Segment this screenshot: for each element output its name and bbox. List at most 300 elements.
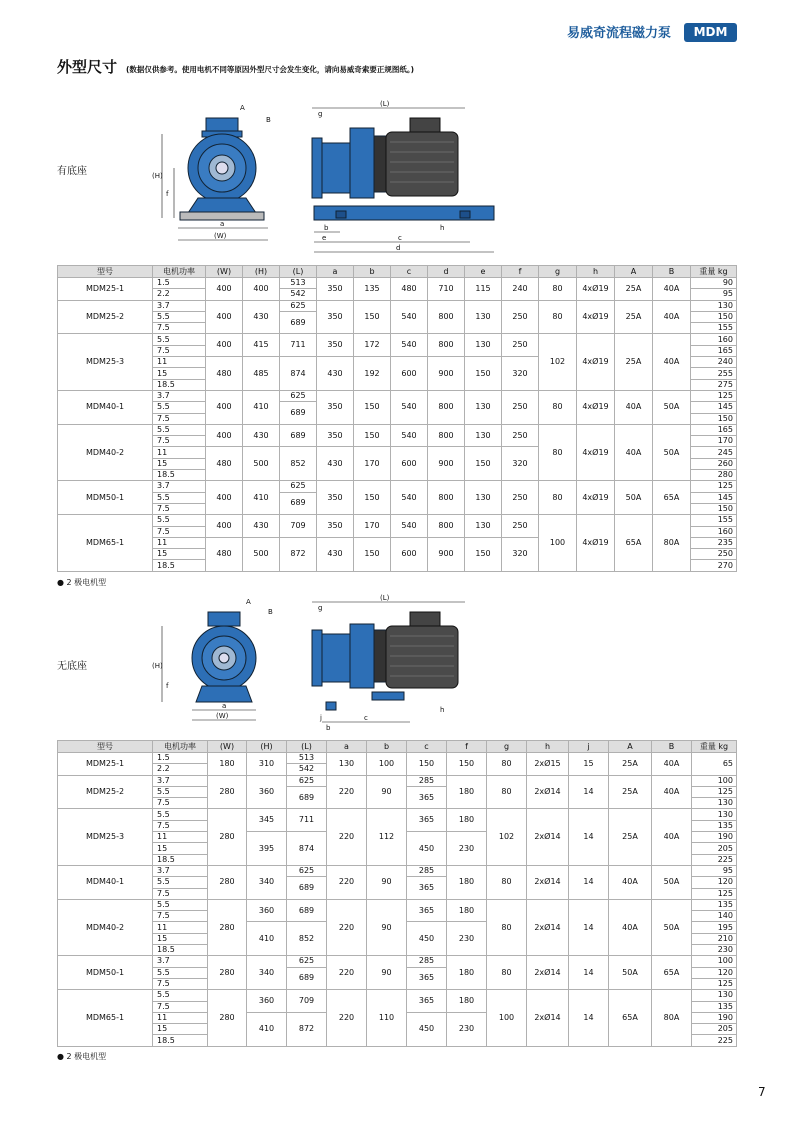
- weight-cell: 210: [692, 933, 737, 944]
- W-cell: 280: [208, 956, 247, 990]
- A-cell: 25A: [615, 334, 653, 390]
- model-cell: MDM40-2: [58, 899, 153, 955]
- model-cell: MDM65-1: [58, 990, 153, 1046]
- L-cell: 872: [287, 1012, 327, 1046]
- note-2: ● 2 极电机型: [57, 1052, 107, 1061]
- weight-cell: 145: [691, 492, 737, 503]
- column-header: 重量 kg: [691, 266, 737, 278]
- weight-cell: 130: [691, 300, 737, 311]
- b-cell: 172: [354, 334, 391, 357]
- column-header: A: [615, 266, 653, 278]
- j-cell: 14: [569, 809, 609, 865]
- note-2-text: 2 极电机型: [66, 1052, 107, 1061]
- e-cell: 150: [465, 447, 502, 481]
- weight-cell: 260: [691, 458, 737, 469]
- table-row: [58, 515, 737, 526]
- b-cell: 170: [354, 515, 391, 538]
- h-cell: 4xØ19: [577, 390, 615, 424]
- c-cell: 450: [407, 922, 447, 956]
- f-cell: 150: [447, 753, 487, 776]
- L-cell: 874: [280, 357, 317, 391]
- b-cell: 100: [367, 753, 407, 776]
- L-cell: 625: [280, 481, 317, 492]
- L-cell: 711: [287, 809, 327, 832]
- column-header: (W): [206, 266, 243, 278]
- column-header: b: [354, 266, 391, 278]
- column-header: (H): [243, 266, 280, 278]
- W-cell: 400: [206, 278, 243, 301]
- table-row: [58, 899, 737, 910]
- dim2-f: f: [166, 682, 169, 690]
- c-cell: 540: [391, 300, 428, 334]
- power-cell: 11: [153, 832, 208, 843]
- A-cell: 40A: [615, 424, 653, 480]
- c-cell: 365: [407, 990, 447, 1013]
- f-cell: 250: [502, 300, 539, 334]
- H-cell: 345: [247, 809, 287, 832]
- B-cell: 40A: [653, 300, 691, 334]
- e-cell: 130: [465, 481, 502, 515]
- a-cell: 220: [327, 865, 367, 899]
- W-cell: 400: [206, 424, 243, 447]
- h-cell: 2xØ14: [527, 956, 569, 990]
- a-cell: 220: [327, 899, 367, 955]
- f-cell: 180: [447, 865, 487, 899]
- power-cell: 5.5: [153, 424, 206, 435]
- L-cell: 689: [287, 786, 327, 809]
- A-cell: 50A: [609, 956, 652, 990]
- H-cell: 430: [243, 300, 280, 334]
- dim-B: B: [266, 116, 271, 124]
- g-cell: 80: [539, 424, 577, 480]
- e-cell: 150: [465, 357, 502, 391]
- A-cell: 65A: [609, 990, 652, 1046]
- column-header: g: [487, 741, 527, 753]
- h-cell: 4xØ19: [577, 300, 615, 334]
- W-cell: 480: [206, 447, 243, 481]
- L-cell: 874: [287, 832, 327, 866]
- H-cell: 360: [247, 899, 287, 922]
- weight-cell: 225: [692, 854, 737, 865]
- a-cell: 220: [327, 775, 367, 809]
- H-cell: 360: [247, 775, 287, 809]
- power-cell: 7.5: [153, 978, 208, 989]
- weight-cell: 90: [691, 278, 737, 289]
- b-cell: 112: [367, 809, 407, 865]
- h-cell: 4xØ19: [577, 334, 615, 390]
- L-cell: 872: [280, 537, 317, 571]
- j-cell: 14: [569, 990, 609, 1046]
- power-cell: 5.5: [153, 967, 208, 978]
- a-cell: 220: [327, 809, 367, 865]
- B-cell: 40A: [652, 753, 692, 776]
- weight-cell: 125: [692, 786, 737, 797]
- g-cell: 80: [487, 865, 527, 899]
- b-cell: 135: [354, 278, 391, 301]
- power-cell: 7.5: [153, 503, 206, 514]
- d-cell: 800: [428, 390, 465, 424]
- b-cell: 192: [354, 357, 391, 391]
- power-cell: 5.5: [153, 899, 208, 910]
- weight-cell: 160: [691, 526, 737, 537]
- weight-cell: 150: [691, 413, 737, 424]
- f-cell: 180: [447, 956, 487, 990]
- h-cell: 2xØ14: [527, 775, 569, 809]
- weight-cell: 150: [691, 311, 737, 322]
- weight-cell: 205: [692, 843, 737, 854]
- table-row: [58, 865, 737, 876]
- power-cell: 7.5: [153, 436, 206, 447]
- power-cell: 3.7: [153, 865, 208, 876]
- model-cell: MDM25-1: [58, 278, 153, 301]
- weight-cell: 280: [691, 470, 737, 481]
- H-cell: 410: [243, 481, 280, 515]
- table-row: [58, 300, 737, 311]
- L-cell: 625: [287, 775, 327, 786]
- L-cell: 542: [280, 289, 317, 300]
- power-cell: 15: [153, 549, 206, 560]
- table-row: [58, 753, 737, 764]
- weight-cell: 150: [691, 503, 737, 514]
- L-cell: 852: [280, 447, 317, 481]
- f-cell: 250: [502, 424, 539, 447]
- a-cell: 350: [317, 424, 354, 447]
- power-cell: 15: [153, 368, 206, 379]
- brand-title: 易威奇流程磁力泵: [567, 26, 672, 41]
- c-cell: 540: [391, 334, 428, 357]
- dim-H: (H): [152, 172, 163, 180]
- power-cell: 5.5: [153, 809, 208, 820]
- dim-h: h: [440, 224, 445, 232]
- power-cell: 5.5: [153, 990, 208, 1001]
- H-cell: 430: [243, 424, 280, 447]
- A-cell: 25A: [609, 753, 652, 776]
- a-cell: 350: [317, 300, 354, 334]
- W-cell: 280: [208, 809, 247, 865]
- column-header: (L): [287, 741, 327, 753]
- column-header: e: [465, 266, 502, 278]
- power-cell: 11: [153, 357, 206, 368]
- weight-cell: 195: [692, 922, 737, 933]
- column-header: d: [428, 266, 465, 278]
- weight-cell: 130: [692, 809, 737, 820]
- model-cell: MDM50-1: [58, 956, 153, 990]
- column-header: B: [653, 266, 691, 278]
- weight-cell: 125: [691, 481, 737, 492]
- H-cell: 500: [243, 447, 280, 481]
- c-cell: 285: [407, 775, 447, 786]
- page-title: 外型尺寸: [57, 58, 118, 76]
- B-cell: 65A: [652, 956, 692, 990]
- B-cell: 80A: [652, 990, 692, 1046]
- page-number: 7: [758, 1085, 766, 1099]
- f-cell: 250: [502, 481, 539, 515]
- weight-cell: 250: [691, 549, 737, 560]
- h-cell: 4xØ19: [577, 481, 615, 515]
- e-cell: 130: [465, 300, 502, 334]
- d-cell: 800: [428, 424, 465, 447]
- c-cell: 450: [407, 1012, 447, 1046]
- column-header: (W): [208, 741, 247, 753]
- b-cell: 150: [354, 481, 391, 515]
- H-cell: 360: [247, 990, 287, 1013]
- column-header: 电机功率: [153, 741, 208, 753]
- L-cell: 689: [287, 899, 327, 922]
- f-cell: 250: [502, 390, 539, 424]
- h-cell: 2xØ14: [527, 990, 569, 1046]
- weight-cell: 95: [692, 865, 737, 876]
- b-cell: 150: [354, 424, 391, 447]
- e-cell: 130: [465, 515, 502, 538]
- power-cell: 15: [153, 933, 208, 944]
- d-cell: 800: [428, 515, 465, 538]
- H-cell: 410: [247, 922, 287, 956]
- b-cell: 90: [367, 775, 407, 809]
- dim-A: A: [240, 104, 245, 112]
- weight-cell: 245: [691, 447, 737, 458]
- g-cell: 80: [539, 390, 577, 424]
- A-cell: 25A: [609, 775, 652, 809]
- table-row: [58, 424, 737, 435]
- weight-cell: 95: [691, 289, 737, 300]
- model-cell: MDM25-1: [58, 753, 153, 776]
- h-cell: 2xØ14: [527, 865, 569, 899]
- dim2-a: a: [222, 702, 227, 710]
- B-cell: 40A: [652, 775, 692, 809]
- B-cell: 50A: [652, 865, 692, 899]
- figure1-drawing: [140, 98, 520, 260]
- power-cell: 5.5: [153, 492, 206, 503]
- L-cell: 689: [280, 424, 317, 447]
- H-cell: 485: [243, 357, 280, 391]
- c-cell: 600: [391, 357, 428, 391]
- weight-cell: 155: [691, 323, 737, 334]
- weight-cell: 235: [691, 537, 737, 548]
- table-row: [58, 390, 737, 401]
- power-cell: 18.5: [153, 560, 206, 571]
- power-cell: 7.5: [153, 413, 206, 424]
- weight-cell: 165: [691, 424, 737, 435]
- g-cell: 80: [539, 481, 577, 515]
- dim2-h: h: [440, 706, 445, 714]
- column-header: f: [447, 741, 487, 753]
- g-cell: 80: [539, 278, 577, 301]
- H-cell: 410: [243, 390, 280, 424]
- power-cell: 15: [153, 843, 208, 854]
- power-cell: 18.5: [153, 854, 208, 865]
- L-cell: 689: [287, 877, 327, 900]
- power-cell: 15: [153, 1024, 208, 1035]
- power-cell: 11: [153, 537, 206, 548]
- power-cell: 5.5: [153, 402, 206, 413]
- weight-cell: 255: [691, 368, 737, 379]
- power-cell: 7.5: [153, 323, 206, 334]
- L-cell: 689: [280, 402, 317, 425]
- A-cell: 40A: [609, 899, 652, 955]
- power-cell: 3.7: [153, 390, 206, 401]
- column-header: 型号: [58, 741, 153, 753]
- d-cell: 900: [428, 447, 465, 481]
- B-cell: 50A: [652, 899, 692, 955]
- weight-cell: 140: [692, 911, 737, 922]
- weight-cell: 65: [692, 753, 737, 776]
- column-header: c: [407, 741, 447, 753]
- L-cell: 689: [280, 492, 317, 515]
- L-cell: 513: [287, 753, 327, 764]
- weight-cell: 135: [692, 1001, 737, 1012]
- weight-cell: 100: [692, 775, 737, 786]
- W-cell: 280: [208, 775, 247, 809]
- g-cell: 80: [487, 753, 527, 776]
- power-cell: 1.5: [153, 753, 208, 764]
- weight-cell: 230: [692, 945, 737, 956]
- power-cell: 3.7: [153, 300, 206, 311]
- c-cell: 450: [407, 832, 447, 866]
- dim2-L: (L): [380, 594, 390, 602]
- a-cell: 220: [327, 990, 367, 1046]
- weight-cell: 120: [692, 877, 737, 888]
- weight-cell: 270: [691, 560, 737, 571]
- j-cell: 15: [569, 753, 609, 776]
- f-cell: 320: [502, 447, 539, 481]
- a-cell: 350: [317, 481, 354, 515]
- dim-c: c: [398, 234, 402, 242]
- column-header: a: [327, 741, 367, 753]
- W-cell: 400: [206, 515, 243, 538]
- c-cell: 540: [391, 424, 428, 447]
- h-cell: 2xØ14: [527, 809, 569, 865]
- column-header: a: [317, 266, 354, 278]
- a-cell: 350: [317, 515, 354, 538]
- power-cell: 3.7: [153, 956, 208, 967]
- f-cell: 230: [447, 922, 487, 956]
- L-cell: 625: [287, 865, 327, 876]
- e-cell: 130: [465, 390, 502, 424]
- L-cell: 542: [287, 764, 327, 775]
- W-cell: 280: [208, 990, 247, 1046]
- power-cell: 18.5: [153, 1035, 208, 1046]
- table-row: [58, 956, 737, 967]
- B-cell: 50A: [653, 390, 691, 424]
- dim2-H: (H): [152, 662, 163, 670]
- model-cell: MDM40-2: [58, 424, 153, 480]
- dim2-g: g: [318, 604, 323, 612]
- weight-cell: 135: [692, 899, 737, 910]
- power-cell: 1.5: [153, 278, 206, 289]
- c-cell: 600: [391, 537, 428, 571]
- b-cell: 90: [367, 956, 407, 990]
- c-cell: 540: [391, 481, 428, 515]
- power-cell: 5.5: [153, 877, 208, 888]
- A-cell: 40A: [609, 865, 652, 899]
- g-cell: 100: [487, 990, 527, 1046]
- c-cell: 285: [407, 956, 447, 967]
- j-cell: 14: [569, 865, 609, 899]
- dim-a: a: [220, 220, 225, 228]
- power-cell: 15: [153, 458, 206, 469]
- W-cell: 480: [206, 537, 243, 571]
- weight-cell: 125: [691, 390, 737, 401]
- W-cell: 280: [208, 865, 247, 899]
- power-cell: 7.5: [153, 526, 206, 537]
- model-cell: MDM40-1: [58, 865, 153, 899]
- g-cell: 102: [487, 809, 527, 865]
- power-cell: 11: [153, 922, 208, 933]
- L-cell: 852: [287, 922, 327, 956]
- H-cell: 340: [247, 956, 287, 990]
- W-cell: 400: [206, 390, 243, 424]
- model-cell: MDM25-3: [58, 809, 153, 865]
- column-header: h: [577, 266, 615, 278]
- c-cell: 365: [407, 877, 447, 900]
- table-row: [58, 809, 737, 820]
- power-cell: 7.5: [153, 798, 208, 809]
- f-cell: 180: [447, 990, 487, 1013]
- power-cell: 18.5: [153, 945, 208, 956]
- model-cell: MDM65-1: [58, 515, 153, 571]
- table-row: [58, 481, 737, 492]
- a-cell: 220: [327, 956, 367, 990]
- power-cell: 7.5: [153, 888, 208, 899]
- B-cell: 40A: [653, 278, 691, 301]
- column-header: 电机功率: [153, 266, 206, 278]
- A-cell: 50A: [615, 481, 653, 515]
- c-cell: 540: [391, 515, 428, 538]
- d-cell: 900: [428, 357, 465, 391]
- power-cell: 5.5: [153, 334, 206, 345]
- dim2-j: j: [320, 714, 322, 722]
- model-cell: MDM25-3: [58, 334, 153, 390]
- c-cell: 365: [407, 899, 447, 922]
- figure2-drawing: [140, 590, 470, 740]
- weight-cell: 145: [691, 402, 737, 413]
- power-cell: 7.5: [153, 345, 206, 356]
- e-cell: 130: [465, 334, 502, 357]
- f-cell: 240: [502, 278, 539, 301]
- model-cell: MDM25-2: [58, 775, 153, 809]
- weight-cell: 205: [692, 1024, 737, 1035]
- a-cell: 430: [317, 447, 354, 481]
- power-cell: 5.5: [153, 311, 206, 322]
- H-cell: 415: [243, 334, 280, 357]
- power-cell: 11: [153, 1012, 208, 1023]
- power-cell: 18.5: [153, 470, 206, 481]
- d-cell: 800: [428, 300, 465, 334]
- W-cell: 400: [206, 481, 243, 515]
- c-cell: 285: [407, 865, 447, 876]
- dim-L: (L): [380, 100, 390, 108]
- dim-d: d: [396, 244, 401, 252]
- B-cell: 50A: [653, 424, 691, 480]
- W-cell: 180: [208, 753, 247, 776]
- table1: [57, 265, 737, 572]
- L-cell: 513: [280, 278, 317, 289]
- power-cell: 11: [153, 447, 206, 458]
- H-cell: 395: [247, 832, 287, 866]
- model-cell: MDM25-2: [58, 300, 153, 334]
- dim-W: (W): [214, 232, 227, 240]
- e-cell: 115: [465, 278, 502, 301]
- g-cell: 80: [487, 956, 527, 990]
- L-cell: 689: [280, 311, 317, 334]
- column-header: A: [609, 741, 652, 753]
- f-cell: 250: [502, 334, 539, 357]
- d-cell: 800: [428, 334, 465, 357]
- column-header: B: [652, 741, 692, 753]
- dim-g: g: [318, 110, 323, 118]
- dim2-b: b: [326, 724, 331, 732]
- A-cell: 25A: [615, 300, 653, 334]
